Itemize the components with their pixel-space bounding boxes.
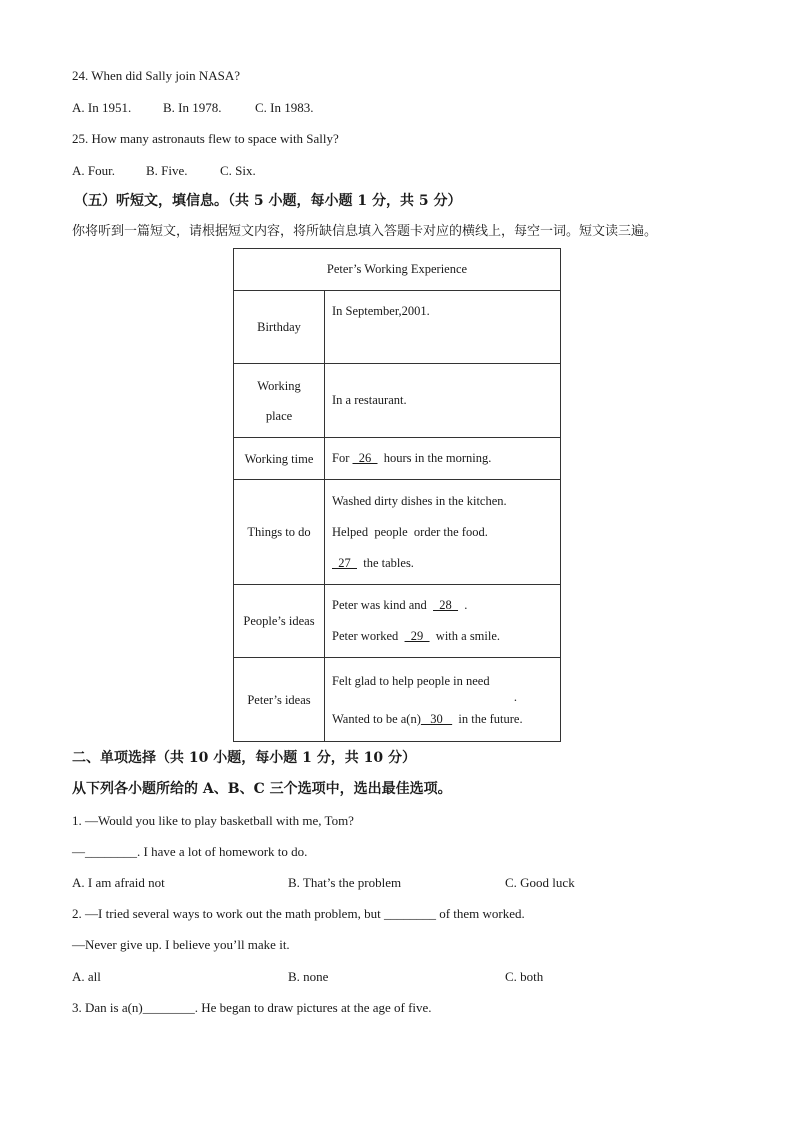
question-25-option-a: A. Four. — [72, 163, 115, 178]
working-place-label — [234, 364, 325, 438]
working-place-label-line-2: place — [265, 408, 293, 423]
question-2-option-a: A. all — [72, 969, 101, 984]
birthday-label: Birthday — [234, 291, 325, 364]
working-time-label: Working time — [234, 438, 325, 480]
peoples-ideas-line-1 — [332, 590, 553, 621]
peters-ideas-label: Peter’s ideas — [234, 658, 325, 742]
working-place-value: In a restaurant. — [325, 364, 561, 438]
things-to-do-value — [325, 480, 561, 585]
things-to-do-line-2: Helped people order the food. — [332, 524, 488, 539]
question-1-line-2 — [72, 844, 307, 860]
question-2-blank: ________ — [383, 906, 436, 921]
question-25-option-b: B. Five. — [146, 163, 188, 178]
things-to-do-line-1: Washed dirty dishes in the kitchen. — [332, 493, 507, 508]
section-5-instruction: 你将听到一篇短文，请根据短文内容，将所缺信息填入答题卡对应的横线上，每空一词。短文读三遍。 — [72, 224, 658, 239]
peters-ideas-line-2-pre: Wanted to be a(n) — [332, 711, 421, 726]
question-3-line — [72, 1000, 432, 1016]
peters-ideas-line-2 — [332, 709, 553, 729]
question-2-line-2: —Never give up. I believe you’ll make it. — [72, 937, 290, 952]
question-24-option-c: C. In 1983. — [255, 100, 314, 115]
question-1-line-2-post: . I have a lot of homework to do. — [137, 844, 308, 859]
peters-ideas-value — [325, 658, 561, 742]
question-2-option-c: C. both — [505, 969, 544, 984]
working-time-pre: For — [332, 451, 353, 465]
peoples-ideas-line-2 — [332, 621, 553, 652]
birthday-value: In September,2001. — [325, 291, 561, 364]
peoples-ideas-line-1-post: . — [458, 598, 468, 612]
peoples-ideas-value — [325, 585, 561, 658]
things-to-do-line-3 — [332, 548, 553, 579]
question-1-dash: — — [72, 844, 85, 859]
question-24-stem: 24. When did Sally join NASA? — [72, 68, 241, 83]
peoples-ideas-line-2-pre: Peter worked — [332, 629, 405, 643]
question-1-line-1: 1. —Would you like to play basketball with me, Tom? — [72, 813, 354, 828]
part-2-heading: 二、单项选择（共 10 小题，每小题 1 分，共 10 分） — [72, 750, 416, 766]
question-3-blank: ________ — [142, 1000, 195, 1015]
peters-ideas-dot: . — [513, 689, 517, 704]
blank-28: 28 — [433, 598, 459, 612]
blank-27: 27 — [332, 555, 357, 570]
working-experience-table — [233, 248, 561, 742]
working-time-value — [325, 438, 561, 480]
part-2-instruction: 从下列各小题所给的 A、B、C 三个选项中，选出最佳选项。 — [72, 781, 452, 797]
question-1-option-a: A. I am afraid not — [72, 875, 165, 890]
peoples-ideas-line-2-post: with a smile. — [429, 629, 501, 643]
question-2-option-b: B. none — [288, 969, 329, 984]
blank-26: 26 — [352, 451, 378, 465]
question-3-pre: 3. Dan is a(n) — [72, 1000, 143, 1015]
peoples-ideas-label: People’s ideas — [234, 585, 325, 658]
question-25-option-c: C. Six. — [220, 163, 256, 178]
things-to-do-line-3-post: the tables. — [357, 555, 414, 570]
peters-ideas-line-2-post: in the future. — [452, 711, 523, 726]
question-1-option-c: C. Good luck — [505, 875, 575, 890]
peters-ideas-line-1: Felt glad to help people in need — [332, 673, 490, 688]
section-5-heading: （五）听短文，填信息。（共 5 小题，每小题 1 分，共 5 分） — [74, 193, 462, 209]
working-place-label-line-1: Working — [257, 378, 301, 393]
question-25-stem: 25. How many astronauts flew to space with Sally? — [72, 131, 339, 146]
table-title: Peter’s Working Experience — [234, 249, 561, 291]
question-3-post: . He began to draw pictures at the age of five. — [194, 1000, 432, 1015]
question-24-option-b: B. In 1978. — [163, 100, 222, 115]
things-to-do-label: Things to do — [234, 480, 325, 585]
blank-29: 29 — [404, 629, 430, 643]
question-2-line-1-post: of them worked. — [435, 906, 525, 921]
working-time-post: hours in the morning. — [377, 451, 492, 465]
question-2-line-1 — [72, 906, 525, 922]
question-24-option-a: A. In 1951. — [72, 100, 132, 115]
blank-30: 30 — [420, 711, 453, 726]
question-2-line-1-pre: 2. —I tried several ways to work out the math problem, but — [72, 906, 384, 921]
question-1-blank: ________ — [85, 844, 137, 859]
peoples-ideas-line-1-pre: Peter was kind and — [332, 598, 434, 612]
question-1-option-b: B. That’s the problem — [288, 875, 402, 890]
